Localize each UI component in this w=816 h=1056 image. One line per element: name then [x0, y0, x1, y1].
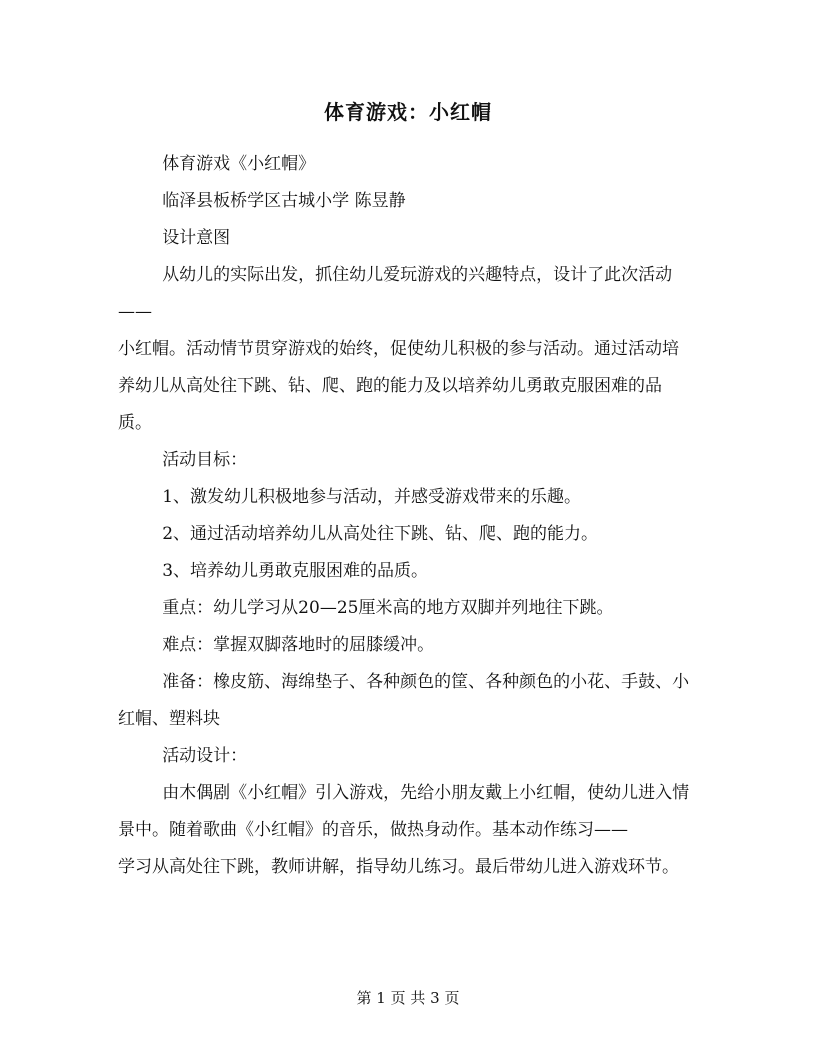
- paragraph-design-intent: 从幼儿的实际出发，抓住幼儿爱玩游戏的兴趣特点，设计了此次活动——: [118, 265, 673, 322]
- paragraph-key-point: 重点：幼儿学习从20—25厘米高的地方双脚并列地往下跳。: [162, 598, 614, 618]
- paragraph-difficulty: 难点：掌握双脚落地时的屈膝缓冲。: [162, 635, 435, 655]
- paragraph-objectives-heading: 活动目标：: [162, 450, 248, 470]
- document-body: [118, 146, 690, 886]
- page-number-footer: 第 1 页 共 3 页: [356, 989, 460, 1007]
- paragraph-objective-3: 3、培养幼儿勇敢克服困难的品质。: [162, 561, 429, 581]
- paragraph-activity-design-heading: 活动设计：: [162, 746, 248, 766]
- paragraph-author: 临泽县板桥学区古城小学 陈昱静: [162, 191, 406, 211]
- paragraph-preparation: 准备：橡皮筋、海绵垫子、各种颜色的筐、各种颜色的小花、手鼓、小红帽、塑料块: [118, 672, 690, 729]
- paragraph-activity-design: 由木偶剧《小红帽》引入游戏，先给小朋友戴上小红帽，使幼儿进入情景中。随着歌曲《小红帽》的音乐，做热身动作。基本动作练习——: [118, 783, 690, 840]
- paragraph-design-intent-heading: 设计意图: [162, 228, 231, 248]
- document-title: 体育游戏：小红帽: [324, 100, 492, 124]
- paragraph-objective-1: 1、激发幼儿积极地参与活动，并感受游戏带来的乐趣。: [162, 487, 582, 507]
- paragraph-activity-design-continued: 学习从高处往下跳，教师讲解，指导幼儿练习。最后带幼儿进入游戏环节。: [118, 857, 679, 877]
- paragraph-objective-2: 2、通过活动培养幼儿从高处往下跳、钻、爬、跑的能力。: [162, 524, 599, 544]
- paragraph-game-name: 体育游戏《小红帽》: [162, 154, 316, 174]
- paragraph-design-intent-continued: 小红帽。活动情节贯穿游戏的始终，促使幼儿积极的参与活动。通过活动培养幼儿从高处往下跳、钻、爬、跑的能力及以培养幼儿勇敢克服困难的品质。: [118, 339, 679, 433]
